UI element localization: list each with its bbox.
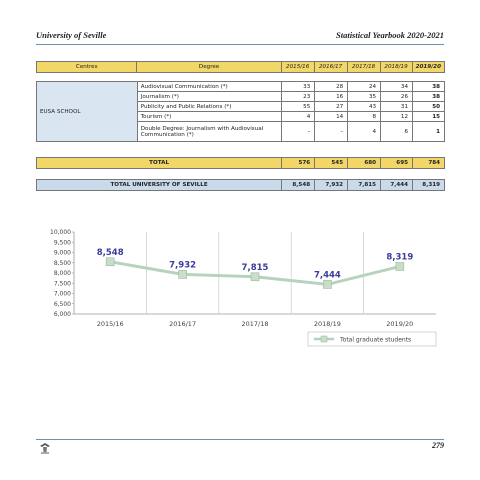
table-cell: 8,319 (413, 180, 445, 191)
legend-marker (321, 336, 327, 342)
table-cell: 680 (348, 158, 381, 169)
y-tick-label: 8,000 (53, 270, 71, 277)
legend-label: Total graduate students (340, 336, 412, 344)
table-cell: – (282, 122, 315, 142)
table-cell: 38 (413, 82, 445, 92)
table-cell: 15 (413, 112, 445, 122)
table-cell: 50 (413, 102, 445, 112)
table-row (37, 82, 445, 92)
table-cell: 4 (348, 122, 381, 142)
x-tick-label: 2017/18 (241, 320, 269, 328)
degree-name: Tourism (*) (137, 112, 282, 122)
degree-name: Publicity and Public Relations (*) (137, 102, 282, 112)
col-header-year: 2019/20 (412, 62, 444, 73)
table-cell: 12 (381, 112, 413, 122)
col-header-year: 2015/16 (281, 62, 314, 73)
table-cell: 35 (348, 92, 381, 102)
x-tick-label: 2015/16 (96, 320, 124, 328)
table-cell: 6 (381, 122, 413, 142)
table-cell: 7,815 (348, 180, 381, 191)
data-point (251, 273, 259, 281)
y-tick-label: 7,000 (53, 290, 71, 298)
table-cell: 4 (282, 112, 315, 122)
table-cell: 8,548 (282, 180, 315, 191)
data-label: 7,932 (169, 260, 197, 271)
table-cell: 33 (282, 82, 315, 92)
table-cell: – (315, 122, 348, 142)
table-cell: 1 (413, 122, 445, 142)
data-point (106, 258, 114, 266)
table-cell: 8 (348, 112, 381, 122)
y-tick-label: 8,500 (53, 259, 71, 267)
degree-name: Audiovisual Communication (*) (137, 82, 282, 92)
table-cell: 26 (381, 92, 413, 102)
col-header-year: 2016/17 (314, 62, 347, 73)
table-cell: 7,932 (315, 180, 348, 191)
table-cell: 695 (381, 158, 413, 169)
data-label: 8,548 (96, 247, 124, 258)
x-tick-label: 2019/20 (386, 320, 414, 328)
data-point (396, 262, 404, 270)
col-header-degree: Degree (137, 62, 281, 73)
x-tick-label: 2018/19 (313, 320, 341, 328)
table-header (36, 61, 445, 73)
data-label: 7,444 (313, 270, 341, 281)
data-point (323, 280, 331, 288)
table-cell: 24 (348, 82, 381, 92)
x-tick-label: 2016/17 (169, 320, 197, 328)
y-tick-label: 7,500 (53, 280, 71, 288)
table-cell: 38 (413, 92, 445, 102)
header-yearbook: Statistical Yearbook 2020-2021 (336, 30, 444, 40)
total-university-label: TOTAL UNIVERSITY OF SEVILLE (37, 180, 282, 191)
degree-name: Double Degree: Journalism with Audiovisual Communication (*) (137, 122, 282, 142)
table-cell: 784 (412, 158, 444, 169)
table-cell: 16 (315, 92, 348, 102)
table-cell: 23 (282, 92, 315, 102)
page-number: 279 (432, 441, 444, 450)
table-cell: 27 (315, 102, 348, 112)
university-logo (38, 441, 52, 455)
table-cell: 14 (315, 112, 348, 122)
table-cell: 43 (348, 102, 381, 112)
table-cell: 31 (381, 102, 413, 112)
table-cell: 7,444 (381, 180, 413, 191)
y-tick-label: 9,000 (53, 249, 71, 257)
table-cell: 576 (282, 158, 315, 169)
col-header-year: 2018/19 (380, 62, 412, 73)
data-label: 7,815 (241, 262, 269, 273)
y-tick-label: 9,500 (53, 239, 71, 247)
col-header-year: 2017/18 (347, 62, 380, 73)
y-tick-label: 6,000 (53, 311, 71, 318)
table-cell: 545 (315, 158, 348, 169)
header-divider (36, 44, 444, 45)
y-tick-label: 10,000 (50, 229, 71, 236)
graduates-line-chart (36, 220, 444, 352)
data-label: 8,319 (386, 252, 414, 263)
total-label: TOTAL (37, 158, 282, 169)
degree-table (36, 81, 445, 142)
header-university: University of Seville (36, 30, 107, 40)
total-row (36, 157, 445, 169)
centre-name: EUSA SCHOOL (37, 82, 138, 142)
col-header-centres: Centres (37, 62, 137, 73)
page-header (36, 30, 444, 44)
total-university-row (36, 179, 445, 191)
footer-divider (36, 439, 444, 440)
table-cell: 34 (381, 82, 413, 92)
table-cell: 28 (315, 82, 348, 92)
data-point (179, 270, 187, 278)
table-cell: 55 (282, 102, 315, 112)
degree-name: Journalism (*) (137, 92, 282, 102)
y-tick-label: 6,500 (53, 300, 71, 308)
